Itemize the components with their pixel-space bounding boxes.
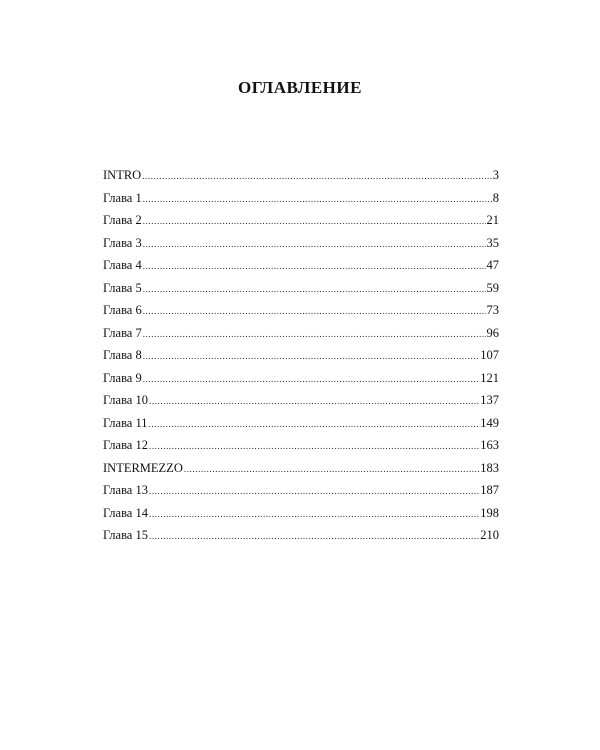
toc-page-number: 59	[486, 280, 499, 295]
dot-leader	[143, 188, 492, 211]
toc-page-number: 47	[486, 258, 499, 272]
page-title: ОГЛАВЛЕНИЕ	[238, 78, 362, 97]
toc-page-number: 73	[486, 303, 499, 317]
dot-leader	[149, 435, 479, 458]
toc-page-number: 163	[480, 438, 499, 452]
toc-entry-label: Глава 14	[103, 505, 148, 520]
toc-entry	[103, 187, 499, 210]
toc-entry	[103, 502, 499, 525]
dot-leader	[149, 480, 479, 503]
toc-entry-label: Глава 1	[103, 190, 142, 205]
toc-entry	[103, 322, 499, 345]
toc-entry	[103, 389, 499, 412]
dot-leader	[143, 368, 480, 391]
toc-page-number: 21	[486, 213, 499, 227]
toc-entry	[103, 479, 499, 502]
toc-entry-label: Глава 8	[103, 348, 142, 362]
toc-entry	[103, 457, 499, 480]
toc-entry-label: Глава 10	[103, 393, 148, 407]
toc-page-number: 96	[486, 325, 499, 340]
toc-entry-label: Глава 9	[103, 370, 142, 385]
toc-entry-label: Глава 11	[103, 415, 148, 430]
dot-leader	[149, 525, 479, 548]
table-of-contents	[103, 164, 499, 547]
toc-entry	[103, 367, 499, 390]
dot-leader	[184, 458, 479, 481]
dot-leader	[143, 255, 486, 278]
dot-leader	[143, 300, 486, 323]
toc-entry	[103, 412, 499, 435]
toc-page-number: 3	[492, 168, 499, 182]
toc-entry-label: Глава 2	[103, 213, 142, 227]
toc-entry	[103, 434, 499, 457]
toc-page-number: 107	[480, 348, 499, 362]
toc-entry	[103, 299, 499, 322]
dot-leader	[143, 210, 486, 233]
toc-entry	[103, 209, 499, 232]
toc-entry	[103, 524, 499, 547]
toc-entry-label: INTRO	[103, 168, 142, 182]
dot-leader	[149, 390, 479, 413]
dot-leader	[143, 345, 480, 368]
toc-entry-label: INTERMEZZO	[103, 460, 183, 475]
toc-page-number: 198	[480, 505, 499, 520]
toc-entry	[103, 277, 499, 300]
toc-entry-label: Глава 5	[103, 280, 142, 295]
dot-leader	[143, 278, 486, 301]
dot-leader	[143, 233, 486, 256]
toc-entry-label: Глава 12	[103, 438, 148, 452]
toc-page-number: 137	[480, 393, 499, 407]
toc-page-number: 35	[486, 235, 499, 250]
dot-leader	[149, 413, 480, 436]
toc-entry	[103, 344, 499, 367]
toc-page-number: 149	[480, 415, 499, 430]
toc-entry-label: Глава 3	[103, 235, 142, 250]
toc-page-number: 183	[480, 460, 499, 475]
toc-entry	[103, 254, 499, 277]
toc-entry-label: Глава 15	[103, 528, 148, 542]
toc-entry-label: Глава 7	[103, 325, 142, 340]
toc-page-number: 187	[480, 483, 499, 497]
toc-page-number: 8	[492, 190, 499, 205]
dot-leader	[149, 503, 479, 526]
toc-entry-label: Глава 6	[103, 303, 142, 317]
toc-entry-label: Глава 4	[103, 258, 142, 272]
toc-entry-label: Глава 13	[103, 483, 148, 497]
toc-page-number: 210	[480, 528, 499, 542]
toc-page-number: 121	[480, 370, 499, 385]
toc-entry	[103, 232, 499, 255]
dot-leader	[142, 165, 492, 188]
toc-entry	[103, 164, 499, 187]
dot-leader	[143, 323, 486, 346]
